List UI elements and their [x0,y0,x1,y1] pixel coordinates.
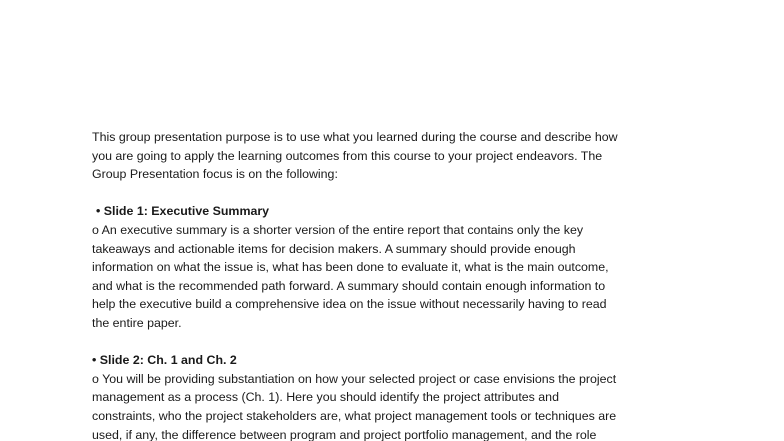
intro-paragraph: This group presentation purpose is to use what you learned during the course and describe how you are going to apply the learning outcomes from this course to your project endeavors. The Group Presentation focus is on the following: [92,130,618,182]
slide2-heading: • Slide 2: Ch. 1 and Ch. 2 [92,353,237,368]
paragraph-spacer [92,333,702,352]
document-body [92,128,702,441]
slide1-body: o An executive summary is a shorter version of the entire report that contains only the key takeaways and actionable items for decision makers. A summary should provide enough information on what the issue is, what has been done to evaluate it, what is the main outcome, and what is the recommended path forward. A summary should contain enough information to help the executive build a comprehensive idea on the issue without necessarily having to read the entire paper. [92,222,609,330]
slide1-heading: • Slide 1: Executive Summary [96,204,270,219]
slide2-body: o You will be providing substantiation on how your selected project or case envisions the project management as a process (Ch. 1). Here you should identify the project attributes and constraints, who the project stakeholders are, what project management tools or techniques are used, if any, the difference between program and project portfolio management, and the role [92,371,617,441]
paragraph-spacer [92,184,702,203]
